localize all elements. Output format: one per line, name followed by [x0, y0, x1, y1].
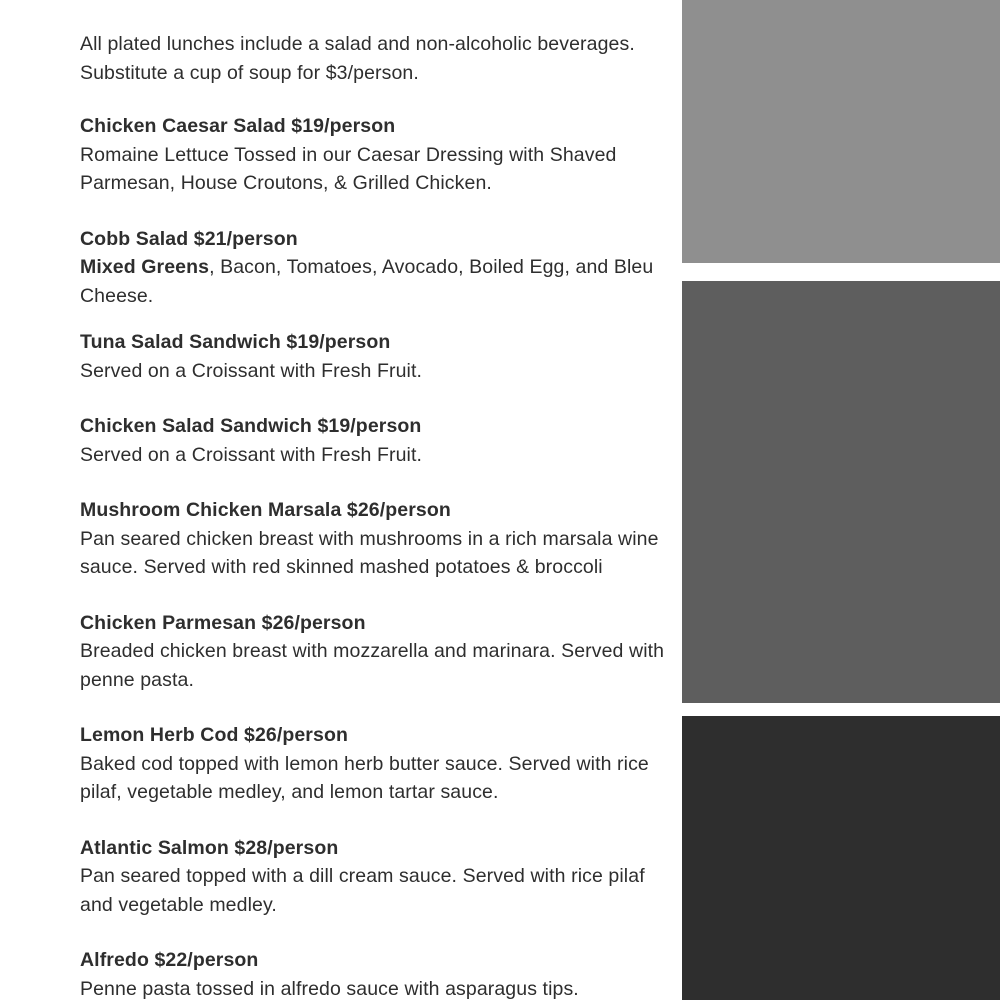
menu-item-title: Tuna Salad Sandwich $19/person [80, 331, 391, 353]
menu-item-title: Chicken Salad Sandwich $19/person [80, 415, 422, 437]
menu-item-alfredo [80, 946, 670, 1000]
menu-item-description: Pan seared chicken breast with mushrooms in a rich marsala wine sauce. Served with red skinned mashed potatoes & broccoli [80, 527, 659, 578]
menu-item-title: Mushroom Chicken Marsala $26/person [80, 499, 451, 521]
menu-item-description-rest: , Bacon, Tomatoes, Avocado, Boiled Egg, and Bleu Cheese. [80, 256, 654, 307]
menu-item-description [80, 253, 670, 310]
intro-line-1: All plated lunches include a salad and non-alcoholic beverages. [80, 33, 635, 55]
decorative-swatch-light [682, 0, 1000, 263]
menu-content [80, 30, 670, 1000]
menu-item-tuna-salad-sandwich [80, 328, 670, 385]
menu-item-lemon-herb-cod [80, 721, 670, 807]
menu-item-description: Romaine Lettuce Tossed in our Caesar Dressing with Shaved Parmesan, House Croutons, & Grilled Chicken. [80, 143, 617, 194]
decorative-swatch-dark [682, 716, 1000, 1000]
decorative-swatch-mid [682, 281, 1000, 703]
menu-item-title: Chicken Parmesan $26/person [80, 611, 366, 634]
menu-item-cobb-salad [80, 225, 670, 311]
intro-line-2: Substitute a cup of soup for $3/person. [80, 61, 419, 84]
menu-item-description: Pan seared topped with a dill cream sauce. Served with rice pilaf and vegetable medley. [80, 865, 645, 916]
menu-item-title: Chicken Caesar Salad $19/person [80, 115, 396, 137]
menu-item-description-bold: Mixed Greens [80, 256, 210, 278]
menu-item-chicken-salad-sandwich [80, 412, 670, 469]
menu-item-description: Served on a Croissant with Fresh Fruit. [80, 443, 423, 466]
menu-item-description: Breaded chicken breast with mozzarella and marinara. Served with penne pasta. [80, 640, 665, 691]
menu-item-description: Penne pasta tossed in alfredo sauce with asparagus tips. [80, 977, 579, 1000]
intro-text [80, 30, 670, 87]
menu-item-title: Cobb Salad $21/person [80, 227, 298, 250]
menu-item-atlantic-salmon [80, 834, 670, 920]
menu-item-description: Served on a Croissant with Fresh Fruit. [80, 359, 423, 382]
menu-item-title: Lemon Herb Cod $26/person [80, 724, 348, 746]
menu-item-mushroom-chicken-marsala [80, 496, 670, 582]
menu-item-title: Alfredo $22/person [80, 949, 259, 971]
menu-item-chicken-parmesan [80, 609, 670, 695]
menu-item-title: Atlantic Salmon $28/person [80, 836, 339, 859]
menu-item-chicken-caesar-salad [80, 112, 670, 198]
menu-item-description: Baked cod topped with lemon herb butter sauce. Served with rice pilaf, vegetable medley, and lemon tartar sauce. [80, 752, 649, 803]
